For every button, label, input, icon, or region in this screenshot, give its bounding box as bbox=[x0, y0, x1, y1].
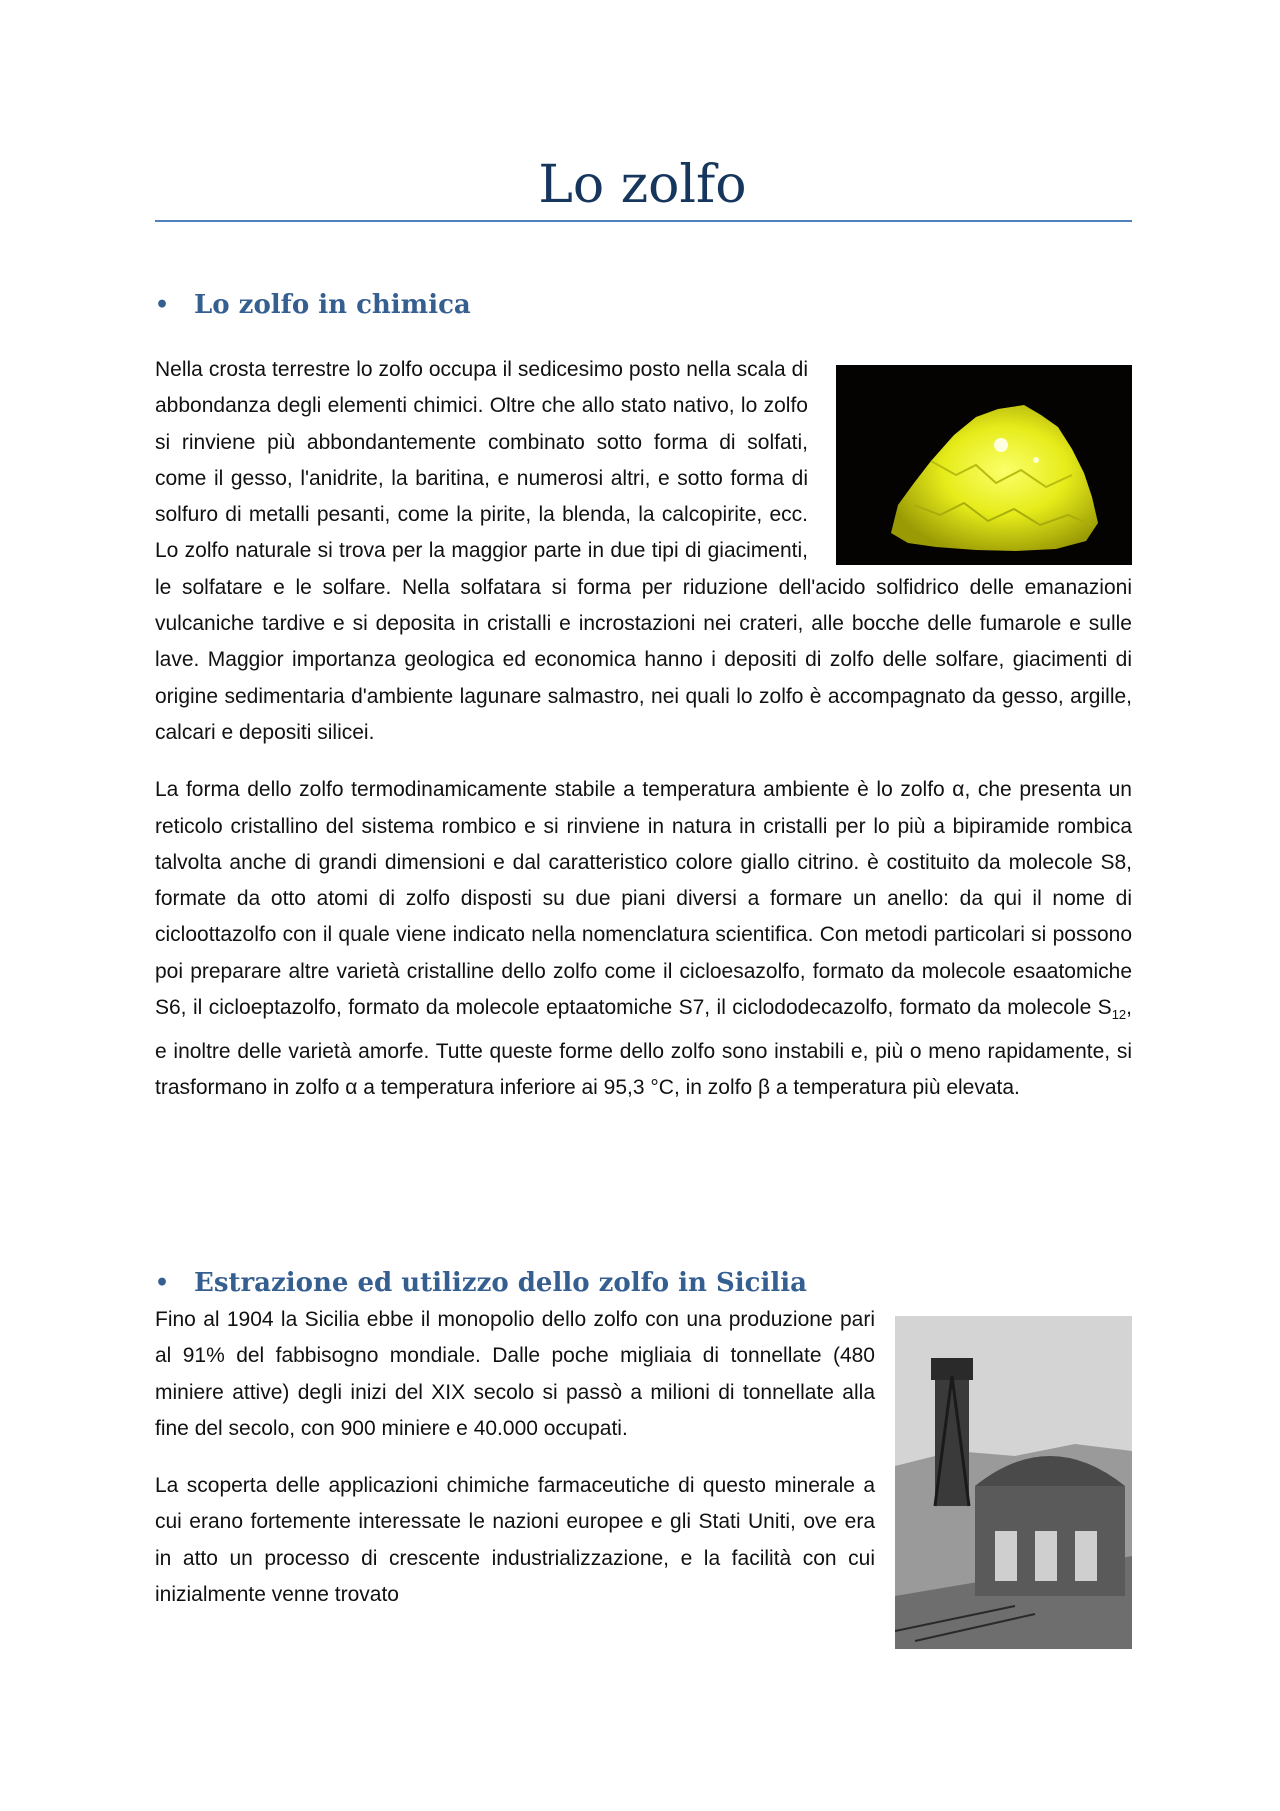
section-heading-text: Estrazione ed utilizzo dello zolfo in Sicilia bbox=[194, 1268, 807, 1298]
section-chemistry-body bbox=[155, 352, 1132, 1106]
section-heading-sicily bbox=[155, 1265, 807, 1301]
paragraph-3: Fino al 1904 la Sicilia ebbe il monopolio dello zolfo con una produzione pari al 91% del fabbisogno mondiale. Dalle poche migliaia di tonnellate (480 miniere attive) degli inizi del XIX secolo si passò a milioni di tonnellate alla fine del secolo, con 900 miniere e 40.000 occupati. bbox=[155, 1308, 875, 1440]
section-heading-chemistry bbox=[155, 287, 471, 323]
sulfur-crystal-illustration bbox=[836, 365, 1132, 565]
subscript-12: 12 bbox=[1111, 1007, 1127, 1023]
paragraph-1: Nella crosta terrestre lo zolfo occupa il sedicesimo posto nella scala di abbondanza degli elementi chimici. Oltre che allo stato nativo, lo zolfo si rinviene più abbondantemente combinato sotto forma di solfati, come il gesso, l'anidrite, la baritina, e numerosi altri, e sotto forma di solfuro di metalli pesanti, come la pirite, la blenda, la calcopirite, ecc. Lo zolfo naturale si trova per la maggior parte in due tipi di giacimenti, le solfatare e le solfare. Nella solfatara si forma per riduzione dell'acido solfidrico delle emanazioni vulcaniche tardive e si deposita in cristalli e incrostazioni nei crateri, alle bocche delle fumarole e sulle lave. Maggior importanza geologica ed economica hanno i depositi di zolfo delle solfare, giacimenti di origine sedimentaria d'ambiente lagunare salmastro, nei quali lo zolfo è accompagnato da gesso, argille, calcari e depositi silicei. bbox=[155, 358, 1132, 744]
paragraph-4: La scoperta delle applicazioni chimiche farmaceutiche di questo minerale a cui erano fortemente interessate le nazioni europee e gli Stati Uniti, ove era in atto un processo di crescente industrializzazione, e la facilità con cui inizialmente venne trovato bbox=[155, 1474, 875, 1607]
bullet-icon: • bbox=[155, 292, 170, 318]
paragraph-2: La forma dello zolfo termodinamicamente stabile a temperatura ambiente è lo zolfo α, che presenta un reticolo cristallino del sistema rombico e si rinviene in natura in cristalli per lo più a bipiramide rombica talvolta anche di grandi dimensioni e dal caratteristico colore giallo citrino. è costituito da molecole S8, formate da otto atomi di zolfo disposti su due piani diversi a formare un anello: da qui il nome di cicloottazolfo con il quale viene indicato nella nomenclatura scientifica. Con metodi particolari si possono poi preparare altre varietà cristalline dello zolfo come il cicloesazolfo, formato da molecole esaatomiche S6, il cicloeptazolfo, formato da molecole eptaatomiche S7, il ciclododecazolfo, formato da molecole $S_{12}$, e inoltre delle varietà amorfe. Tutte queste forme dello zolfo sono instabili e, più o meno rapidamente, si trasformano in zolfo α a temperatura inferiore ai 95,3 °C, in zolfo β a temperatura più elevata. bbox=[155, 778, 1132, 1099]
page-title: Lo zolfo bbox=[538, 155, 747, 215]
bullet-icon: • bbox=[155, 1270, 170, 1296]
sulfur-mine-illustration bbox=[895, 1316, 1132, 1649]
sulfur-mine-image bbox=[895, 1316, 1132, 1649]
sulfur-crystal-image bbox=[836, 365, 1132, 565]
section-heading-text: Lo zolfo in chimica bbox=[194, 290, 471, 320]
section-sicily-body bbox=[155, 1302, 1132, 1653]
title-underline bbox=[155, 220, 1132, 222]
